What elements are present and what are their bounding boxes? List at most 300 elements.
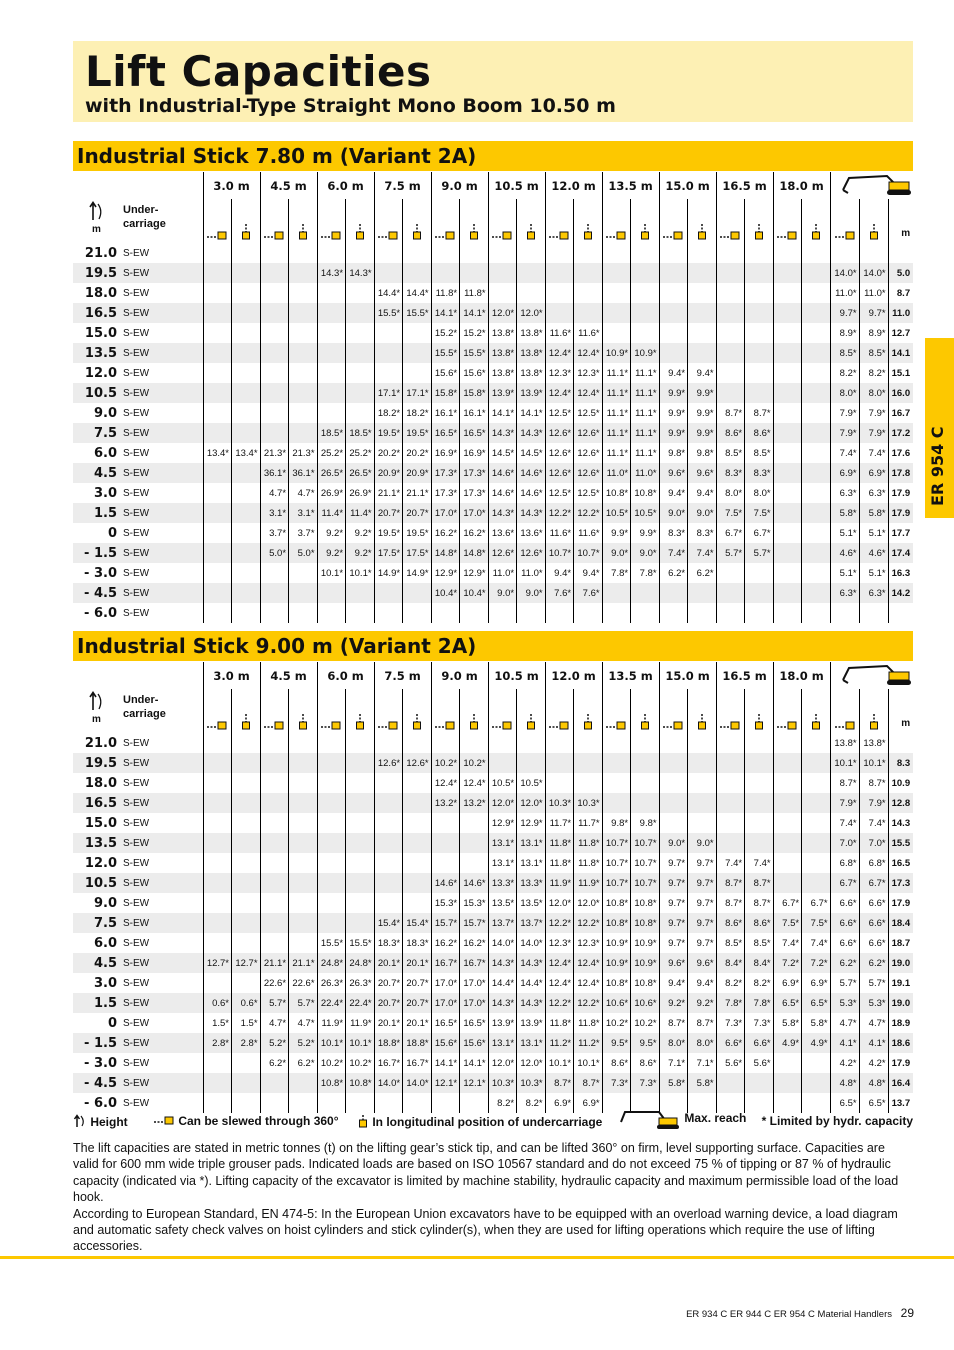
capacity-cell	[745, 303, 774, 323]
capacity-cell	[203, 323, 232, 343]
capacity-cell: 11.4*	[346, 503, 375, 523]
capacity-cell: 5.7*	[260, 993, 289, 1013]
capacity-cell: 4.6*	[830, 543, 859, 563]
capacity-cell: 20.2*	[374, 443, 403, 463]
undercarriage-cell: S-EW	[120, 1013, 203, 1033]
height-icon	[89, 201, 105, 221]
capacity-cell: 13.1*	[488, 853, 517, 873]
capacity-cell	[346, 323, 375, 343]
capacity-cell	[289, 243, 318, 263]
legend-maxreach: Max. reach	[619, 1108, 746, 1130]
capacity-cell: 10.9*	[602, 343, 631, 363]
capacity-cell: 26.9*	[317, 483, 346, 503]
capacity-cell: 13.9*	[517, 383, 546, 403]
capacity-cell	[631, 583, 660, 603]
capacity-cell	[716, 793, 745, 813]
capacity-cell	[289, 893, 318, 913]
capacity-cell: 10.8*	[631, 913, 660, 933]
capacity-cell: 20.7*	[403, 993, 432, 1013]
max-reach-cell: 17.9	[891, 1057, 911, 1069]
max-reach-cell: 17.3	[888, 873, 913, 893]
capacity-cell	[289, 793, 318, 813]
capacity-cell	[260, 733, 289, 753]
capacity-cell	[346, 343, 375, 363]
capacity-cell: 10.5*	[631, 503, 660, 523]
undercarriage-cell: S-EW	[120, 483, 203, 503]
capacity-cell	[289, 423, 318, 443]
capacity-cell: 18.5*	[346, 423, 375, 443]
capacity-cell: 14.1*	[517, 403, 546, 423]
longitudinal-icon	[240, 713, 252, 731]
slew-360-icon	[491, 229, 513, 241]
capacity-cell: 25.2*	[317, 443, 346, 463]
height-cell: - 4.5	[73, 583, 120, 603]
capacity-cell	[403, 833, 432, 853]
page-title: Lift Capacities	[85, 47, 432, 96]
capacity-cell: 8.7*	[716, 873, 745, 893]
capacity-cell	[260, 403, 289, 423]
capacity-cell: 6.6*	[830, 933, 859, 953]
capacity-cell	[488, 243, 517, 263]
capacity-cell	[545, 773, 574, 793]
capacity-cell	[431, 853, 460, 873]
footer-rule	[0, 1256, 954, 1259]
section-title-1: Industrial Stick 7.80 m (Variant 2A)	[73, 141, 913, 171]
capacity-cell: 8.3*	[688, 523, 717, 543]
capacity-cell	[773, 813, 802, 833]
capacity-cell: 11.8*	[545, 1013, 574, 1033]
capacity-cell	[773, 583, 802, 603]
capacity-cell: 8.4*	[716, 953, 745, 973]
capacity-cell: 14.3*	[488, 993, 517, 1013]
longitudinal-icon	[753, 223, 765, 241]
slew-360-icon	[377, 719, 399, 731]
capacity-cell	[346, 833, 375, 853]
capacity-cell	[773, 793, 802, 813]
capacity-cell: 12.4*	[545, 953, 574, 973]
capacity-cell	[773, 503, 802, 523]
capacity-cell	[232, 523, 261, 543]
capacity-cell	[802, 443, 831, 463]
capacity-cell	[802, 383, 831, 403]
capacity-cell	[203, 773, 232, 793]
capacity-cell: 9.0*	[688, 503, 717, 523]
capacity-cell	[232, 793, 261, 813]
capacity-cell: 10.2*	[346, 1053, 375, 1073]
capacity-cell	[317, 873, 346, 893]
undercarriage-cell: S-EW	[120, 263, 203, 283]
capacity-cell: 12.9*	[460, 563, 489, 583]
max-reach-cell: 16.3	[891, 567, 911, 579]
longitudinal-icon	[411, 713, 423, 731]
capacity-cell	[317, 913, 346, 933]
capacity-cell	[574, 283, 603, 303]
capacity-cell: 14.6*	[488, 463, 517, 483]
capacity-cell: 11.8*	[574, 1013, 603, 1033]
capacity-cell	[716, 583, 745, 603]
capacity-cell	[203, 913, 232, 933]
longitudinal-icon	[525, 223, 537, 241]
capacity-cell	[602, 583, 631, 603]
capacity-cell: 9.7*	[688, 893, 717, 913]
capacity-cell: 9.7*	[688, 913, 717, 933]
height-cell: 9.0	[93, 405, 117, 421]
capacity-cell: 9.0*	[688, 833, 717, 853]
capacity-cell	[374, 793, 403, 813]
capacity-cell: 9.9*	[688, 403, 717, 423]
capacity-cell: 6.9*	[545, 1093, 574, 1113]
undercarriage-cell: S-EW	[120, 543, 203, 563]
slew-360-icon	[548, 229, 570, 241]
capacity-cell: 17.0*	[460, 973, 489, 993]
capacity-cell: 7.9*	[830, 423, 859, 443]
capacity-cell	[403, 893, 432, 913]
capacity-cell: 15.2*	[431, 323, 460, 343]
capacity-cell: 16.7*	[431, 953, 460, 973]
capacity-cell	[745, 563, 774, 583]
capacity-cell: 14.6*	[517, 463, 546, 483]
capacity-cell: 5.1*	[859, 563, 888, 583]
capacity-cell: 7.4*	[859, 813, 888, 833]
capacity-cell	[431, 603, 460, 623]
capacity-cell: 14.0*	[488, 933, 517, 953]
max-reach-cell: 12.8	[888, 793, 913, 813]
radius-header: 10.5 m	[488, 172, 545, 199]
capacity-cell	[631, 603, 660, 623]
capacity-cell	[745, 813, 774, 833]
height-cell: 0	[107, 525, 117, 541]
max-reach-cell: 15.5	[888, 833, 913, 853]
undercarriage-header: Under- carriage	[120, 689, 203, 733]
capacity-cell	[260, 363, 289, 383]
capacity-cell	[745, 243, 774, 263]
capacity-cell: 3.1*	[260, 503, 289, 523]
capacity-cell: 17.0*	[460, 503, 489, 523]
capacity-cell: 17.0*	[431, 503, 460, 523]
capacity-cell	[631, 303, 660, 323]
height-cell: 0	[107, 1015, 117, 1031]
height-cell: 21.0	[84, 735, 117, 751]
max-reach-cell: 17.2	[888, 423, 913, 443]
capacity-cell: 7.9*	[859, 423, 888, 443]
capacity-cell	[688, 753, 717, 773]
capacity-cell: 4.7*	[289, 1013, 318, 1033]
capacity-cell	[403, 773, 432, 793]
capacity-cell	[773, 323, 802, 343]
capacity-cell	[317, 893, 346, 913]
capacity-cell: 14.0*	[517, 933, 546, 953]
capacity-cell: 11.8*	[545, 853, 574, 873]
capacity-cell	[745, 343, 774, 363]
capacity-cell	[802, 773, 831, 793]
radius-header: 4.5 m	[260, 662, 317, 689]
capacity-cell: 18.2*	[403, 403, 432, 423]
capacity-cell: 5.2*	[289, 1033, 318, 1053]
max-reach-cell: 13.7	[891, 1097, 911, 1109]
capacity-cell	[260, 833, 289, 853]
capacity-cell	[374, 243, 403, 263]
slew-360-icon	[834, 719, 856, 731]
table-row	[73, 873, 913, 893]
capacity-cell	[460, 833, 489, 853]
capacity-cell	[403, 813, 432, 833]
capacity-cell: 20.1*	[374, 953, 403, 973]
capacity-cell	[688, 243, 717, 263]
capacity-cell: 14.1*	[460, 1053, 489, 1073]
capacity-cell: 14.1*	[488, 403, 517, 423]
capacity-cell	[203, 243, 232, 263]
max-reach-cell: 14.3	[891, 817, 911, 829]
capacity-cell: 12.7*	[232, 953, 261, 973]
capacity-cell	[659, 773, 688, 793]
capacity-cell	[802, 343, 831, 363]
capacity-cell: 5.8*	[830, 503, 859, 523]
capacity-cell: 6.6*	[830, 893, 859, 913]
capacity-cell	[716, 733, 745, 753]
capacity-cell: 11.1*	[631, 423, 660, 443]
capacity-cell: 11.8*	[574, 833, 603, 853]
capacity-cell	[289, 283, 318, 303]
undercarriage-cell: S-EW	[120, 343, 203, 363]
capacity-cell: 3.7*	[260, 523, 289, 543]
capacity-cell	[346, 853, 375, 873]
capacity-cell: 5.7*	[745, 543, 774, 563]
capacity-cell: 8.6*	[716, 423, 745, 443]
capacity-cell	[602, 323, 631, 343]
capacity-cell: 19.5*	[403, 523, 432, 543]
table-row	[73, 833, 913, 853]
capacity-cell	[745, 323, 774, 343]
capacity-cell: 14.3*	[488, 503, 517, 523]
max-reach-cell: 16.4	[888, 1073, 913, 1093]
capacity-cell	[773, 383, 802, 403]
capacity-cell	[773, 263, 802, 283]
page-subtitle: with Industrial-Type Straight Mono Boom 10.50 m	[85, 95, 616, 117]
max-reach-cell: 12.7	[891, 327, 911, 339]
max-reach-cell: 14.1	[888, 343, 913, 363]
capacity-cell	[232, 853, 261, 873]
table-row	[73, 363, 913, 383]
capacity-cell: 6.7*	[773, 893, 802, 913]
capacity-cell: 9.4*	[659, 973, 688, 993]
capacity-cell	[802, 563, 831, 583]
capacity-cell	[232, 733, 261, 753]
longitudinal-icon	[354, 223, 366, 241]
capacity-cell	[802, 283, 831, 303]
max-reach-cell: 5.0	[888, 263, 913, 283]
capacity-cell: 0.6*	[203, 993, 232, 1013]
excavator-icon	[619, 1108, 681, 1130]
body-text	[73, 1140, 913, 1255]
capacity-cell: 20.2*	[403, 443, 432, 463]
capacity-cell: 8.0*	[859, 383, 888, 403]
capacity-cell	[488, 733, 517, 753]
capacity-cell	[346, 773, 375, 793]
undercarriage-cell: S-EW	[120, 423, 203, 443]
capacity-cell: 16.7*	[460, 953, 489, 973]
capacity-cell	[260, 913, 289, 933]
capacity-cell: 7.5*	[802, 913, 831, 933]
capacity-cell: 9.6*	[688, 953, 717, 973]
capacity-cell: 24.8*	[346, 953, 375, 973]
max-reach-cell: 8.7	[896, 287, 911, 299]
capacity-cell	[659, 303, 688, 323]
height-cell: 9.0	[93, 895, 117, 911]
max-reach-cell: 16.7	[891, 407, 911, 419]
capacity-cell: 12.4*	[574, 343, 603, 363]
capacity-cell: 12.4*	[545, 973, 574, 993]
capacity-cell: 9.9*	[659, 423, 688, 443]
capacity-cell	[346, 873, 375, 893]
capacity-cell: 11.0*	[859, 283, 888, 303]
capacity-cell	[802, 833, 831, 853]
capacity-cell: 13.4*	[232, 443, 261, 463]
capacity-cell	[802, 243, 831, 263]
capacity-cell: 9.8*	[688, 443, 717, 463]
radius-header: 18.0 m	[773, 662, 830, 689]
capacity-cell	[260, 853, 289, 873]
body-paragraph-2: According to European Standard, EN 474-5: In the European Union excavators have to be equipped with an overload warning device, a load diagram and automatic safety check valves on hoist cylinders and stick cylinder(s), when they are used for lifting operations which require the use of lifting accessories.	[73, 1206, 898, 1254]
capacity-cell	[773, 773, 802, 793]
capacity-cell: 7.3*	[716, 1013, 745, 1033]
capacity-cell: 9.7*	[659, 873, 688, 893]
capacity-cell: 14.4*	[488, 973, 517, 993]
capacity-cell	[517, 283, 546, 303]
capacity-cell: 6.3*	[830, 583, 859, 603]
capacity-cell	[317, 303, 346, 323]
capacity-cell	[602, 773, 631, 793]
capacity-cell: 10.1*	[574, 1053, 603, 1073]
slew-360-icon	[377, 229, 399, 241]
max-reach-cell	[888, 603, 913, 623]
capacity-cell: 9.9*	[659, 383, 688, 403]
capacity-cell	[374, 873, 403, 893]
radius-header: 15.0 m	[659, 172, 716, 199]
capacity-cell: 10.1*	[545, 1053, 574, 1073]
capacity-cell: 10.3*	[517, 1073, 546, 1093]
capacity-cell: 17.3*	[431, 463, 460, 483]
capacity-cell: 11.0*	[602, 463, 631, 483]
capacity-cell: 12.2*	[574, 913, 603, 933]
capacity-cell	[289, 753, 318, 773]
capacity-cell	[203, 343, 232, 363]
capacity-cell	[203, 463, 232, 483]
capacity-cell: 14.5*	[488, 443, 517, 463]
capacity-cell	[403, 793, 432, 813]
capacity-cell: 4.2*	[830, 1053, 859, 1073]
capacity-cell: 15.6*	[431, 1033, 460, 1053]
capacity-cell	[374, 733, 403, 753]
capacity-cell: 8.9*	[830, 323, 859, 343]
capacity-cell: 10.8*	[602, 913, 631, 933]
capacity-cell	[232, 403, 261, 423]
slew-360-icon	[662, 229, 684, 241]
capacity-cell: 15.5*	[431, 343, 460, 363]
undercarriage-cell: S-EW	[120, 403, 203, 423]
max-reach-cell: 17.7	[891, 527, 911, 539]
capacity-cell: 13.8*	[488, 363, 517, 383]
capacity-cell: 16.9*	[460, 443, 489, 463]
height-cell: - 4.5	[73, 1073, 120, 1093]
capacity-cell	[232, 503, 261, 523]
slew-360-icon	[206, 229, 228, 241]
capacity-cell	[802, 303, 831, 323]
capacity-cell	[232, 423, 261, 443]
capacity-cell: 7.4*	[716, 853, 745, 873]
capacity-cell: 9.7*	[688, 853, 717, 873]
height-cell: - 3.0	[84, 1055, 117, 1071]
capacity-cell	[317, 793, 346, 813]
capacity-cell: 6.9*	[802, 973, 831, 993]
capacity-cell: 12.0*	[488, 303, 517, 323]
capacity-cell: 14.0*	[859, 263, 888, 283]
capacity-cell: 14.4*	[517, 973, 546, 993]
capacity-cell: 13.8*	[488, 323, 517, 343]
capacity-cell: 7.5*	[773, 913, 802, 933]
capacity-cell	[403, 853, 432, 873]
capacity-cell	[688, 813, 717, 833]
capacity-cell	[232, 753, 261, 773]
capacity-cell: 10.8*	[602, 893, 631, 913]
capacity-cell: 5.3*	[830, 993, 859, 1013]
capacity-cell: 10.5*	[488, 773, 517, 793]
height-cell: 19.5	[73, 753, 120, 773]
capacity-cell: 10.7*	[631, 853, 660, 873]
longitudinal-icon	[582, 223, 594, 241]
capacity-cell: 14.8*	[431, 543, 460, 563]
capacity-cell	[260, 343, 289, 363]
capacity-cell: 6.6*	[859, 893, 888, 913]
capacity-cell	[260, 1073, 289, 1093]
capacity-cell: 12.2*	[545, 503, 574, 523]
capacity-cell: 12.2*	[545, 913, 574, 933]
capacity-cell	[830, 603, 859, 623]
capacity-cell: 15.6*	[431, 363, 460, 383]
capacity-cell: 6.3*	[859, 483, 888, 503]
capacity-cell: 14.0*	[830, 263, 859, 283]
table-row	[73, 733, 913, 753]
capacity-cell: 13.2*	[460, 793, 489, 813]
footer	[686, 1306, 914, 1320]
capacity-cell: 5.7*	[716, 543, 745, 563]
capacity-cell	[574, 733, 603, 753]
capacity-cell	[374, 263, 403, 283]
undercarriage-cell: S-EW	[120, 973, 203, 993]
capacity-cell	[574, 263, 603, 283]
undercarriage-cell: S-EW	[120, 873, 203, 893]
capacity-cell: 7.4*	[859, 443, 888, 463]
capacity-cell: 6.7*	[745, 523, 774, 543]
legend-height: Height	[73, 1114, 128, 1129]
capacity-cell: 16.5*	[460, 423, 489, 443]
capacity-cell: 12.0*	[517, 303, 546, 323]
radius-header: 10.5 m	[488, 662, 545, 689]
slew-360-icon	[605, 719, 627, 731]
capacity-cell	[203, 303, 232, 323]
height-cell: 7.5	[73, 913, 120, 933]
capacity-cell: 13.8*	[488, 343, 517, 363]
capacity-cell: 8.2*	[488, 1093, 517, 1113]
capacity-cell	[374, 833, 403, 853]
capacity-cell: 19.5*	[374, 523, 403, 543]
max-reach-cell: 18.4	[888, 913, 913, 933]
capacity-cell	[716, 303, 745, 323]
capacity-cell	[688, 303, 717, 323]
slew-360-icon	[605, 229, 627, 241]
longitudinal-icon	[411, 223, 423, 241]
capacity-cell: 14.9*	[374, 563, 403, 583]
capacity-cell	[403, 343, 432, 363]
